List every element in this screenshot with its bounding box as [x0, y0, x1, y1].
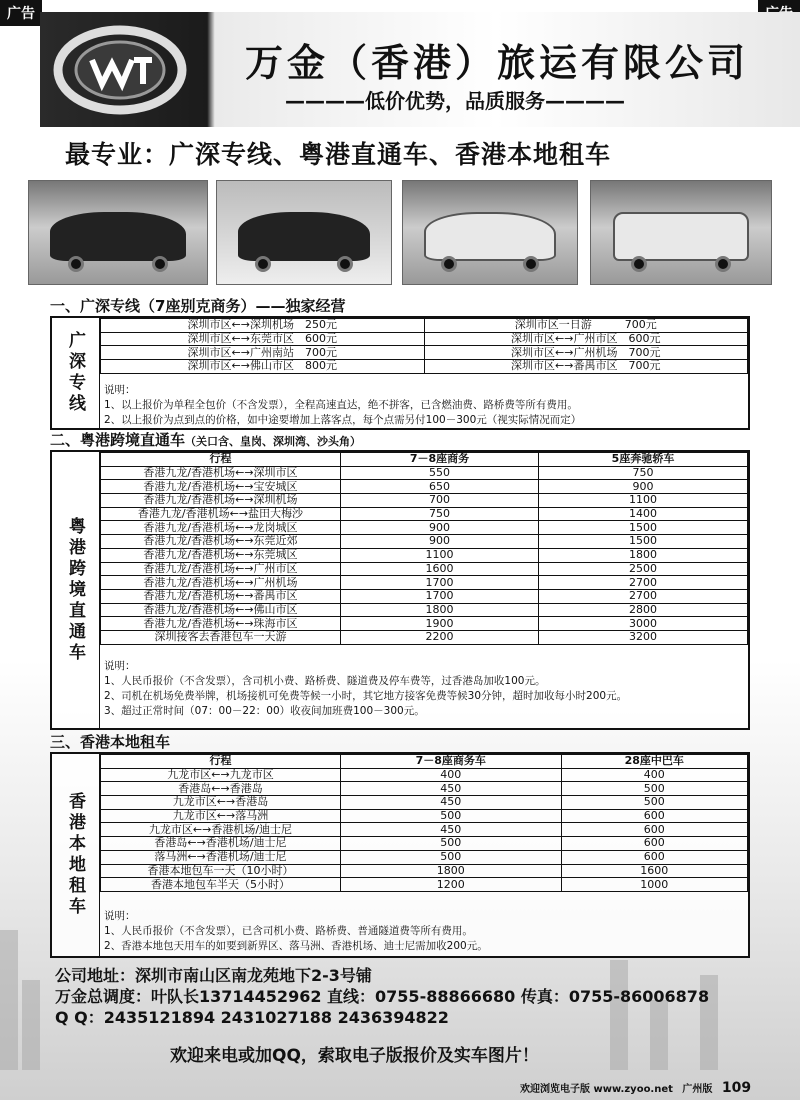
price-5seat-cell: 2700	[539, 589, 748, 603]
price-7seat-cell: 500	[341, 850, 562, 864]
col-header-route: 行程	[101, 755, 341, 769]
price-28seat-cell: 600	[561, 837, 748, 851]
table-row	[101, 319, 748, 333]
section3-title: 三、香港本地租车	[50, 733, 171, 751]
price-5seat-cell: 2700	[539, 576, 748, 590]
table-row	[101, 548, 748, 562]
table-row	[101, 809, 748, 823]
vehicle-shape	[50, 212, 185, 261]
wheel	[631, 256, 647, 272]
route-cell: 香港九龙/香港机场←→珠海市区	[101, 617, 341, 631]
route-cell: 香港本地包车半天（5小时）	[101, 878, 341, 892]
table-row	[101, 603, 748, 617]
price-7seat-cell: 1700	[341, 589, 539, 603]
note-line: 2、司机在机场免费举牌，机场接机可免费等候一小时，其它地方接客免费等候30分钟，超时加收每小时200元。	[104, 690, 628, 702]
price-7seat-cell: 750	[341, 507, 539, 521]
note-line: 1、人民币报价（不含发票），已含司机小费、路桥费、普通隧道费等所有费用。	[104, 925, 473, 937]
section2-box	[50, 450, 750, 730]
table-row	[101, 521, 748, 535]
col-header-7seat: 7－8座商务车	[341, 755, 562, 769]
note-line: 2、香港本地包天用车的如要到新界区、落马洲、香港机场、迪士尼需加收200元。	[104, 940, 488, 952]
price-7seat-cell: 400	[341, 768, 562, 782]
wheel	[441, 256, 457, 272]
note-line: 3、超过正常时间（07：00－22：00）收夜间加班费100－300元。	[104, 705, 425, 717]
section1-notes	[100, 382, 748, 429]
price-28seat-cell: 400	[561, 768, 748, 782]
price-5seat-cell: 3200	[539, 630, 748, 644]
route-price-cell: 深圳市区←→佛山市区 800元	[101, 360, 425, 374]
table-row	[101, 768, 748, 782]
table-row	[101, 535, 748, 549]
vehicle-shape	[238, 212, 370, 261]
price-7seat-cell: 1900	[341, 617, 539, 631]
section2-title	[50, 430, 750, 450]
company-address: 公司地址：深圳市南山区南龙苑地下2-3号铺	[55, 966, 372, 985]
price-7seat-cell: 900	[341, 535, 539, 549]
table-row	[101, 796, 748, 810]
section1-side-label: 广深专线	[52, 318, 100, 428]
price-7seat-cell: 900	[341, 521, 539, 535]
table-row	[101, 480, 748, 494]
section1-table	[100, 318, 748, 374]
section1-box	[50, 316, 750, 430]
col-header-route: 行程	[101, 453, 341, 467]
route-price-cell: 深圳市区←→广州市区 600元	[424, 332, 748, 346]
company-name: 万金（香港）旅运有限公司	[245, 41, 750, 85]
section2-side-label: 粤港跨境直通车	[52, 452, 100, 728]
skyline-building	[22, 980, 40, 1070]
route-price-cell: 深圳市区←→东莞市区 600元	[101, 332, 425, 346]
price-5seat-cell: 1400	[539, 507, 748, 521]
route-cell: 香港九龙/香港机场←→广州市区	[101, 562, 341, 576]
col-header-28seat: 28座中巴车	[561, 755, 748, 769]
wheel	[715, 256, 731, 272]
contact-info	[55, 965, 709, 1028]
wheel	[152, 256, 168, 272]
qq-numbers: Q Q：2435121894 2431027188 2436394822	[55, 1008, 449, 1027]
price-7seat-cell: 450	[341, 823, 562, 837]
price-7seat-cell: 700	[341, 494, 539, 508]
route-cell: 香港九龙/香港机场←→东莞近郊	[101, 535, 341, 549]
route-cell: 香港九龙/香港机场←→深圳机场	[101, 494, 341, 508]
price-5seat-cell: 1500	[539, 521, 748, 535]
route-price-cell: 深圳市区←→深圳机场 250元	[101, 319, 425, 333]
price-28seat-cell: 500	[561, 796, 748, 810]
price-28seat-cell: 600	[561, 823, 748, 837]
table-row	[101, 864, 748, 878]
price-28seat-cell: 1000	[561, 878, 748, 892]
section-hk-local	[50, 732, 750, 752]
col-header-5seat: 5座奔驰轿车	[539, 453, 748, 467]
note-line: 2、以上报价为点到点的价格，如中途要增加上落客点，每个点需另付100－300元（视实际情况而定）	[104, 414, 582, 426]
route-cell: 深圳接客去香港包车一天游	[101, 630, 341, 644]
table-row	[101, 507, 748, 521]
col-header-7seat: 7－8座商务	[341, 453, 539, 467]
table-row	[101, 589, 748, 603]
price-7seat-cell: 650	[341, 480, 539, 494]
wheel	[255, 256, 271, 272]
table-row	[101, 576, 748, 590]
route-cell: 香港九龙/香港机场←→龙岗城区	[101, 521, 341, 535]
website-text: 欢迎浏览电子版 www.zyoo.net	[520, 1084, 673, 1095]
edition-label: 广州版	[682, 1084, 713, 1095]
section-crossborder	[50, 430, 750, 450]
price-28seat-cell: 600	[561, 809, 748, 823]
table-row	[101, 630, 748, 644]
section1-title: 一、广深专线（7座别克商务）——独家经营	[50, 297, 346, 315]
section2-notes	[100, 658, 748, 720]
note-line: 说明：	[104, 910, 136, 922]
route-cell: 香港九龙/香港机场←→深圳市区	[101, 466, 341, 480]
section3-table	[100, 754, 748, 892]
price-7seat-cell: 1600	[341, 562, 539, 576]
route-cell: 香港九龙/香港机场←→东莞城区	[101, 548, 341, 562]
price-7seat-cell: 2200	[341, 630, 539, 644]
publication-footer	[520, 1080, 751, 1096]
wheel	[337, 256, 353, 272]
table-row	[101, 850, 748, 864]
company-logo-icon	[50, 22, 190, 117]
price-7seat-cell: 1800	[341, 603, 539, 617]
route-cell: 九龙市区←→香港岛	[101, 796, 341, 810]
table-row	[101, 346, 748, 360]
car-photo-van-rear	[402, 180, 578, 285]
price-28seat-cell: 1600	[561, 864, 748, 878]
note-line: 说明：	[104, 660, 136, 672]
price-7seat-cell: 500	[341, 837, 562, 851]
note-line: 说明：	[104, 384, 136, 396]
price-5seat-cell: 1100	[539, 494, 748, 508]
route-cell: 九龙市区←→落马洲	[101, 809, 341, 823]
car-photo-buick	[28, 180, 208, 285]
price-7seat-cell: 550	[341, 466, 539, 480]
vehicle-shape	[424, 212, 556, 261]
header-banner	[40, 12, 800, 127]
section-guangshen	[50, 296, 750, 316]
price-5seat-cell: 1500	[539, 535, 748, 549]
table-row	[101, 494, 748, 508]
vehicle-shape	[613, 212, 750, 261]
car-photo-minibus	[590, 180, 772, 285]
route-cell: 九龙市区←→九龙市区	[101, 768, 341, 782]
price-7seat-cell: 450	[341, 796, 562, 810]
welcome-message: 欢迎来电或加QQ，索取电子版报价及实车图片！	[170, 1046, 539, 1066]
section2-title-main: 二、粤港跨境直通车	[50, 431, 186, 449]
route-cell: 香港九龙/香港机场←→宝安城区	[101, 480, 341, 494]
price-5seat-cell: 3000	[539, 617, 748, 631]
page-number: 109	[721, 1080, 752, 1096]
route-cell: 九龙市区←→香港机场/迪士尼	[101, 823, 341, 837]
specialty-headline: 最专业：广深专线、粤港直通车、香港本地租车	[65, 140, 612, 169]
route-price-cell: 深圳市区←→番禺市区 700元	[424, 360, 748, 374]
price-7seat-cell: 500	[341, 809, 562, 823]
route-cell: 落马洲←→香港机场/迪士尼	[101, 850, 341, 864]
price-7seat-cell: 1800	[341, 864, 562, 878]
skyline-building	[0, 930, 18, 1070]
section3-box	[50, 752, 750, 958]
table-row	[101, 466, 748, 480]
note-line: 1、人民币报价（不含发票），含司机小费、路桥费、隧道费及停车费等，过香港岛加收100元。	[104, 675, 546, 687]
slogan: ————低价优势，品质服务————	[285, 89, 625, 113]
table-row	[101, 332, 748, 346]
route-cell: 香港九龙/香港机场←→盐田大梅沙	[101, 507, 341, 521]
wheel	[68, 256, 84, 272]
table-row	[101, 837, 748, 851]
route-cell: 香港九龙/香港机场←→佛山市区	[101, 603, 341, 617]
price-5seat-cell: 1800	[539, 548, 748, 562]
route-price-cell: 深圳市区一日游 700元	[424, 319, 748, 333]
route-price-cell: 深圳市区←→广州机场 700元	[424, 346, 748, 360]
price-7seat-cell: 1100	[341, 548, 539, 562]
route-price-cell: 深圳市区←→广州南站 700元	[101, 346, 425, 360]
table-row	[101, 823, 748, 837]
table-row	[101, 562, 748, 576]
section2-title-ports: （关口含、皇岗、深圳湾、沙头角）	[185, 435, 362, 448]
price-7seat-cell: 450	[341, 782, 562, 796]
section3-notes	[100, 908, 748, 955]
price-5seat-cell: 900	[539, 480, 748, 494]
note-line: 1、以上报价为单程全包价（不含发票），全程高速直达，绝不拼客，已含燃油费、路桥费等所有费用。	[104, 399, 578, 411]
price-28seat-cell: 500	[561, 782, 748, 796]
table-row	[101, 878, 748, 892]
route-cell: 香港九龙/香港机场←→广州机场	[101, 576, 341, 590]
price-5seat-cell: 2500	[539, 562, 748, 576]
dispatch-contact: 万金总调度：叶队长13714452962 直线：0755-88866680 传真：0755-86006878	[55, 987, 710, 1006]
price-5seat-cell: 750	[539, 466, 748, 480]
section2-table	[100, 452, 748, 645]
car-photo-alphard	[216, 180, 392, 285]
route-cell: 香港九龙/香港机场←→番禺市区	[101, 589, 341, 603]
wheel	[523, 256, 539, 272]
price-5seat-cell: 2800	[539, 603, 748, 617]
price-7seat-cell: 1700	[341, 576, 539, 590]
section3-side-label: 香港本地租车	[52, 754, 100, 956]
table-row	[101, 782, 748, 796]
route-cell: 香港岛←→香港机场/迪士尼	[101, 837, 341, 851]
route-cell: 香港岛←→香港岛	[101, 782, 341, 796]
price-7seat-cell: 1200	[341, 878, 562, 892]
route-cell: 香港本地包车一天（10小时）	[101, 864, 341, 878]
price-28seat-cell: 600	[561, 850, 748, 864]
ad-label-left: 广告	[0, 0, 42, 26]
table-row	[101, 617, 748, 631]
table-row	[101, 360, 748, 374]
